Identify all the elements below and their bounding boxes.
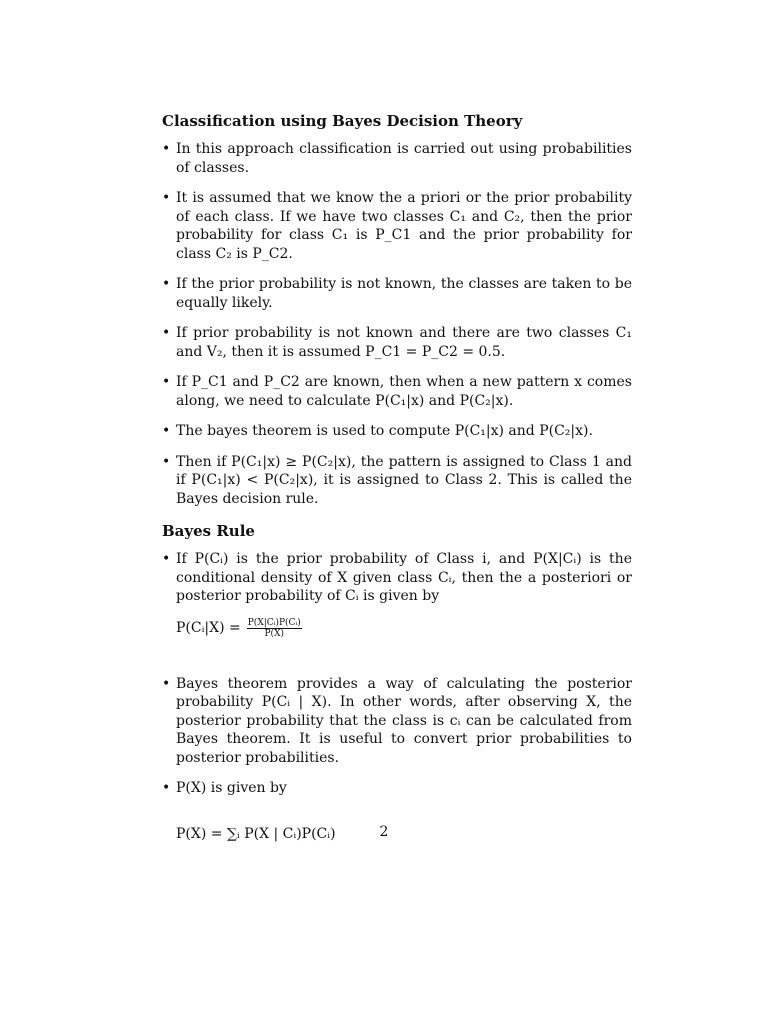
posterior-formula xyxy=(176,618,632,639)
section-heading-bayes-rule: Bayes Rule xyxy=(162,522,255,540)
list-item: • If prior probability is not known and there are two classes C₁ and V₂, then it is assumed P_C1 = P_C2 = 0.5. xyxy=(162,324,632,361)
bayes-rule-bullet-list xyxy=(162,550,632,606)
classification-bullet-list xyxy=(162,140,632,508)
list-item: • If P_C1 and P_C2 are known, then when a new pattern x comes along, we need to calculate P(C₁|x) and P(C₂|x). xyxy=(162,373,632,410)
list-item: • It is assumed that we know the a priori or the prior probability of each class. If we have two classes C₁ and C₂, then the prior probability for class C₁ is P_C1 and the prior probability for class C₂ is P_C2. xyxy=(162,189,632,263)
formula-lhs: P(Cᵢ|X) = xyxy=(176,620,241,636)
bayes-rule-bullet-list-2 xyxy=(162,675,632,798)
list-item: • If P(Cᵢ) is the prior probability of Class i, and P(X|Cᵢ) is the conditional density of X given class Cᵢ, then the a posteriori or posterior probability of Cᵢ is given by xyxy=(162,550,632,606)
list-item: • P(X) is given by xyxy=(162,779,632,798)
page-number: 2 xyxy=(379,824,389,840)
fraction-denominator: P(X) xyxy=(264,628,284,639)
evidence-formula: P(X) = ∑ᵢ P(X | Cᵢ)P(Cᵢ) xyxy=(176,825,336,842)
list-item: • The bayes theorem is used to compute P(C₁|x) and P(C₂|x). xyxy=(162,422,632,441)
list-item: • In this approach classification is carried out using probabilities of classes. xyxy=(162,140,632,177)
page-content xyxy=(162,110,632,844)
section-heading-classification: Classification using Bayes Decision Theory xyxy=(162,112,523,130)
fraction-numerator: P(X|Cᵢ)P(Cᵢ) xyxy=(247,617,301,628)
list-item: • If the prior probability is not known, the classes are taken to be equally likely. xyxy=(162,275,632,312)
formula-fraction xyxy=(247,618,302,639)
list-item: • Then if P(C₁|x) ≥ P(C₂|x), the pattern is assigned to Class 1 and if P(C₁|x) < P(C₂|x), it is assigned to Class 2. This is called the Bayes decision rule. xyxy=(162,453,632,509)
list-item: • Bayes theorem provides a way of calculating the posterior probability P(Cᵢ | X). In other words, after observing X, the posterior probability that the class is cᵢ can be calculated from Bayes theorem. It is useful to convert prior probabilities to posterior probabilities. xyxy=(162,675,632,768)
